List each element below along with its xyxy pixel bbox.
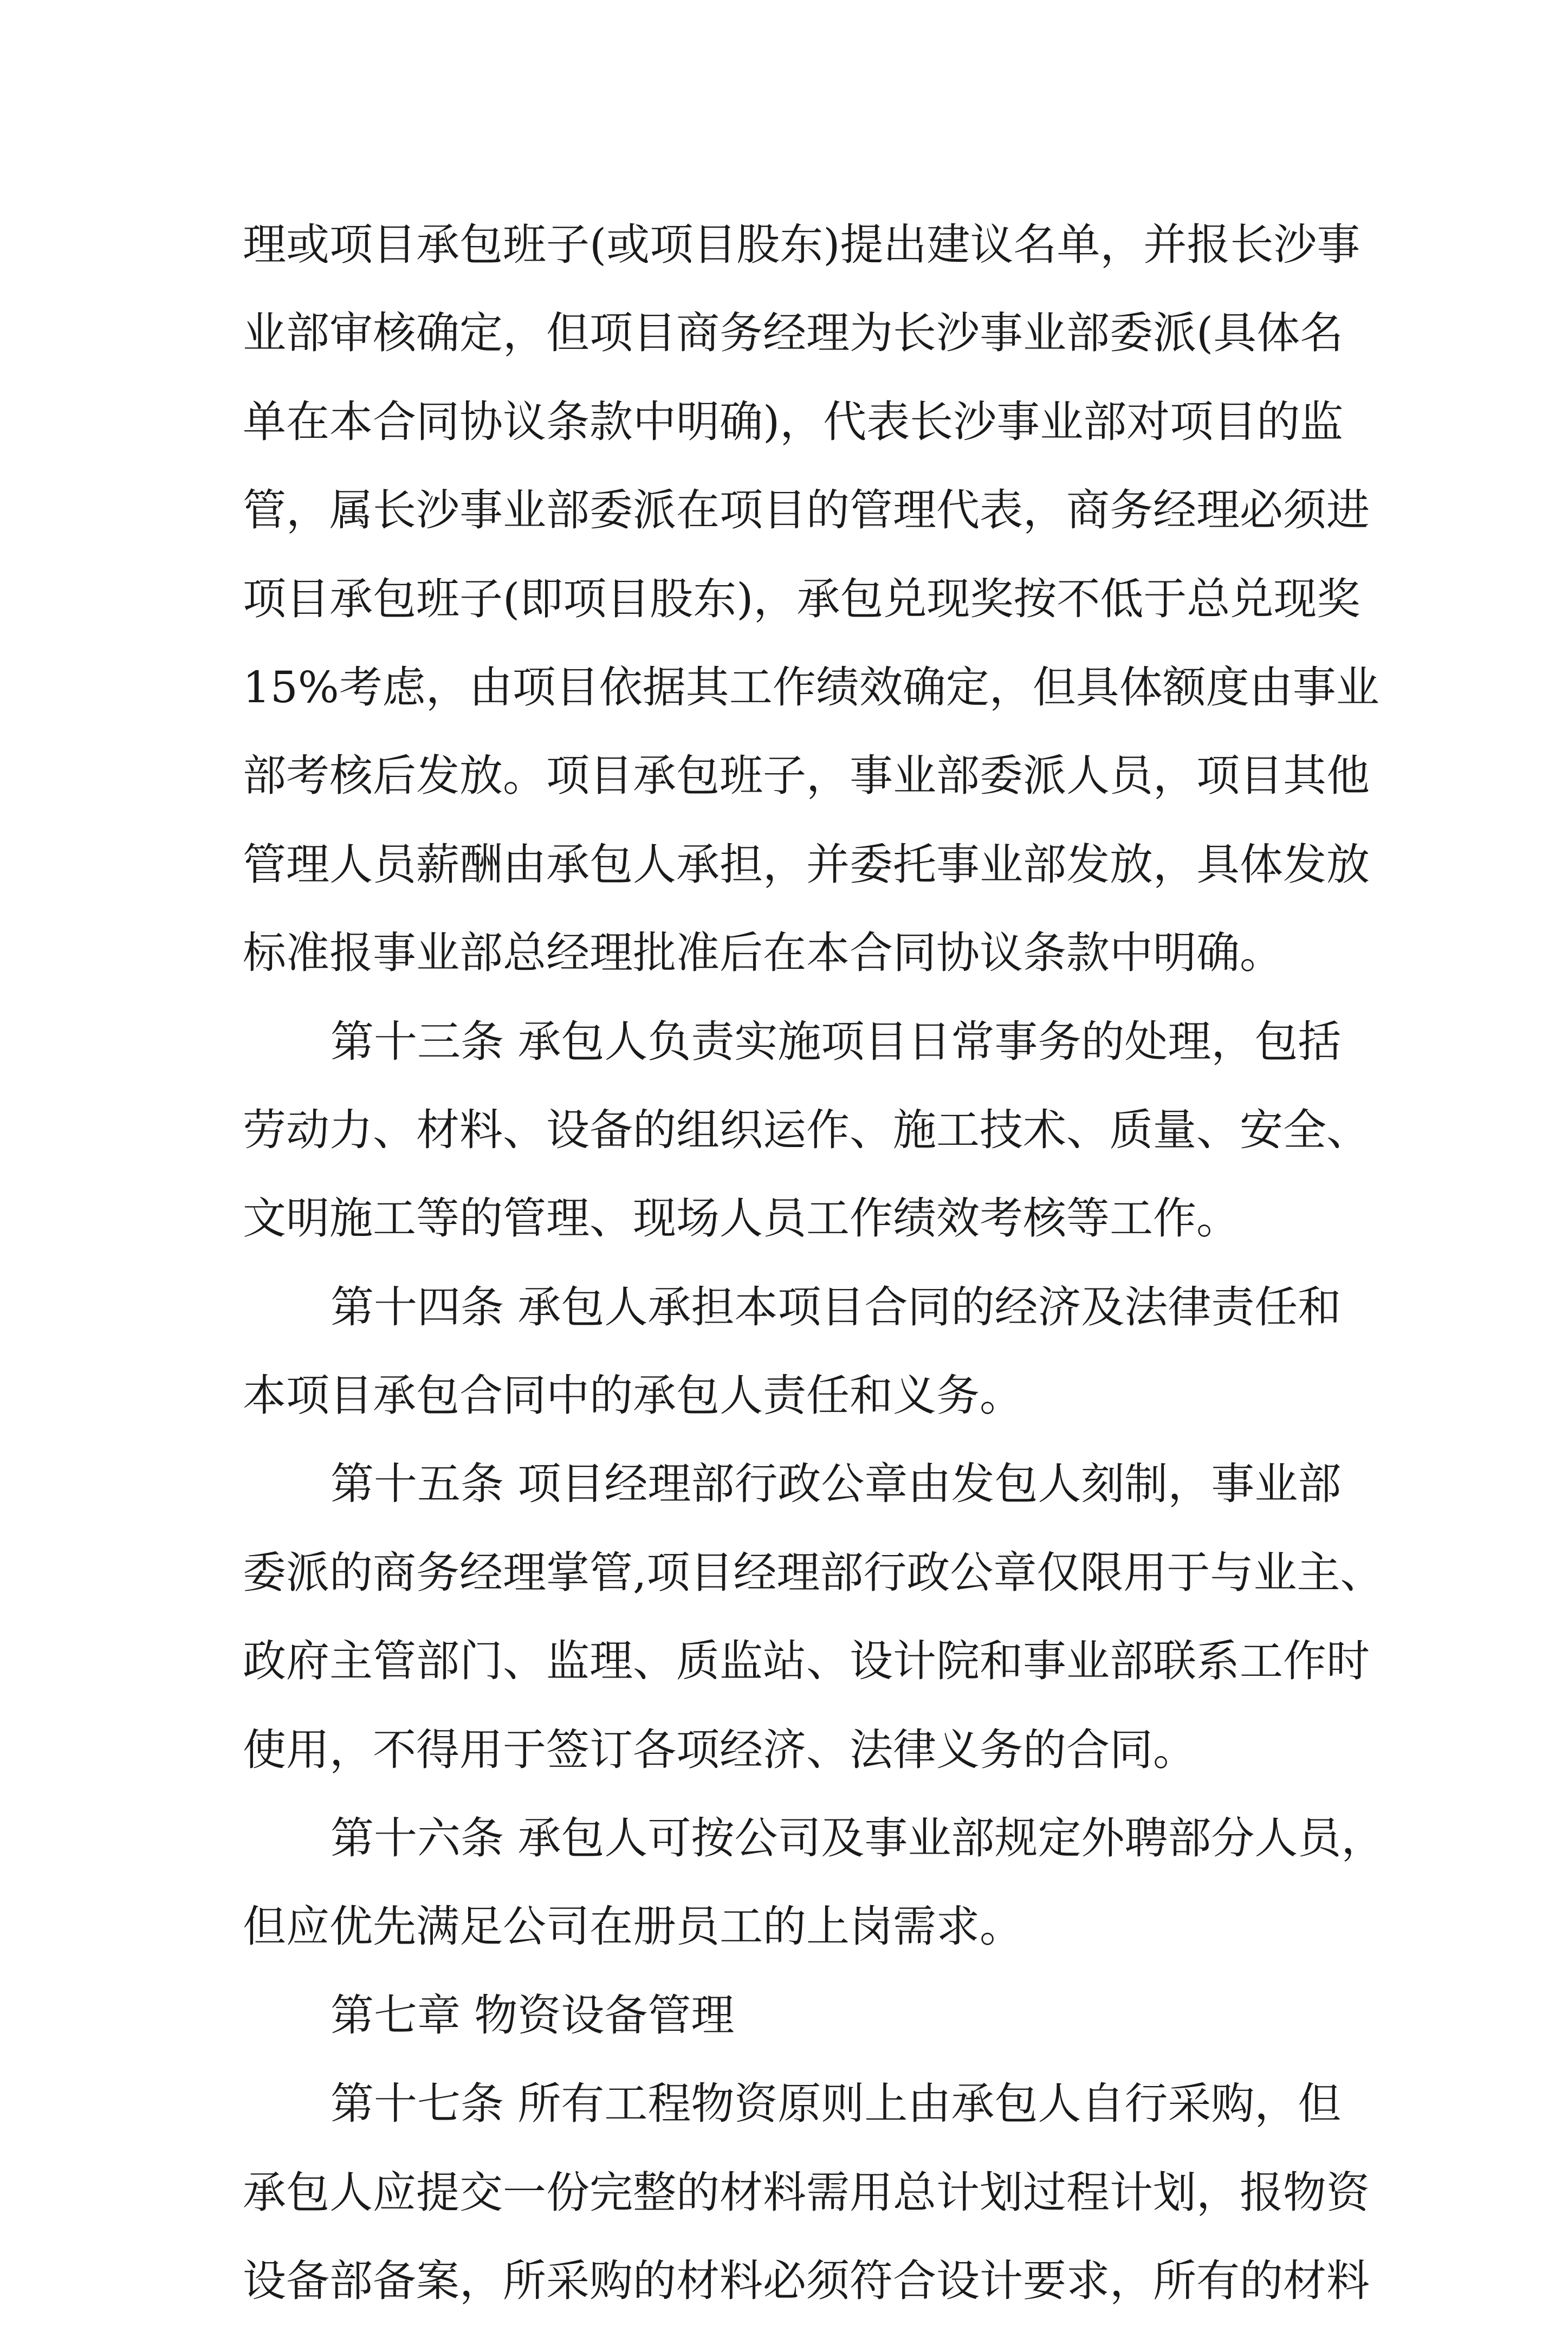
text-line: 第七章 物资设备管理 bbox=[331, 1990, 735, 2041]
text-line: 承包人应提交一份完整的材料需用总计划过程计划，报物资 bbox=[243, 2167, 1370, 2218]
text-line: 文明施工等的管理、现场人员工作绩效考核等工作。 bbox=[243, 1193, 1240, 1244]
text-line: 项目承包班子(即项目股东)，承包兑现奖按不低于总兑现奖 bbox=[243, 573, 1360, 624]
text-line: 使用，不得用于签订各项经济、法律义务的合同。 bbox=[243, 1724, 1196, 1775]
text-line: 第十五条 项目经理部行政公章由发包人刻制，事业部 bbox=[331, 1459, 1342, 1510]
document-body bbox=[243, 200, 1385, 2325]
text-line: 本项目承包合同中的承包人责任和义务。 bbox=[243, 1370, 1023, 1421]
text-line: 管，属长沙事业部委派在项目的管理代表，商务经理必须进 bbox=[243, 485, 1370, 536]
text-line: 第十三条 承包人负责实施项目日常事务的处理，包括 bbox=[331, 1016, 1342, 1067]
text-line: 第十七条 所有工程物资原则上由承包人自行采购，但 bbox=[331, 2078, 1342, 2129]
text-line: 标准报事业部总经理批准后在本合同协议条款中明确。 bbox=[243, 928, 1283, 979]
text-line: 设备部备案，所采购的材料必须符合设计要求，所有的材料 bbox=[243, 2255, 1370, 2306]
text-line: 管理人员薪酬由承包人承担，并委托事业部发放，具体发放 bbox=[243, 839, 1370, 890]
text-line: 单在本合同协议条款中明确)，代表长沙事业部对项目的监 bbox=[243, 396, 1344, 447]
text-line: 第十六条 承包人可按公司及事业部规定外聘部分人员， bbox=[331, 1813, 1385, 1864]
text-line: 业部审核确定，但项目商务经理为长沙事业部委派(具体名 bbox=[243, 308, 1344, 359]
text-line: 但应优先满足公司在册员工的上岗需求。 bbox=[243, 1901, 1023, 1952]
text-line: 15%考虑，由项目依据其工作绩效确定，但具体额度由事业 bbox=[243, 662, 1379, 713]
text-line: 劳动力、材料、设备的组织运作、施工技术、质量、安全、 bbox=[243, 1104, 1370, 1155]
text-line: 委派的商务经理掌管,项目经理部行政公章仅限用于与业主、 bbox=[243, 1547, 1384, 1598]
text-line: 政府主管部门、监理、质监站、设计院和事业部联系工作时 bbox=[243, 1636, 1370, 1687]
text-line: 第十四条 承包人承担本项目合同的经济及法律责任和 bbox=[331, 1281, 1342, 1332]
text-line: 部考核后发放。项目承包班子，事业部委派人员，项目其他 bbox=[243, 750, 1370, 801]
text-line: 理或项目承包班子(或项目股东)提出建议名单，并报长沙事 bbox=[243, 219, 1360, 270]
